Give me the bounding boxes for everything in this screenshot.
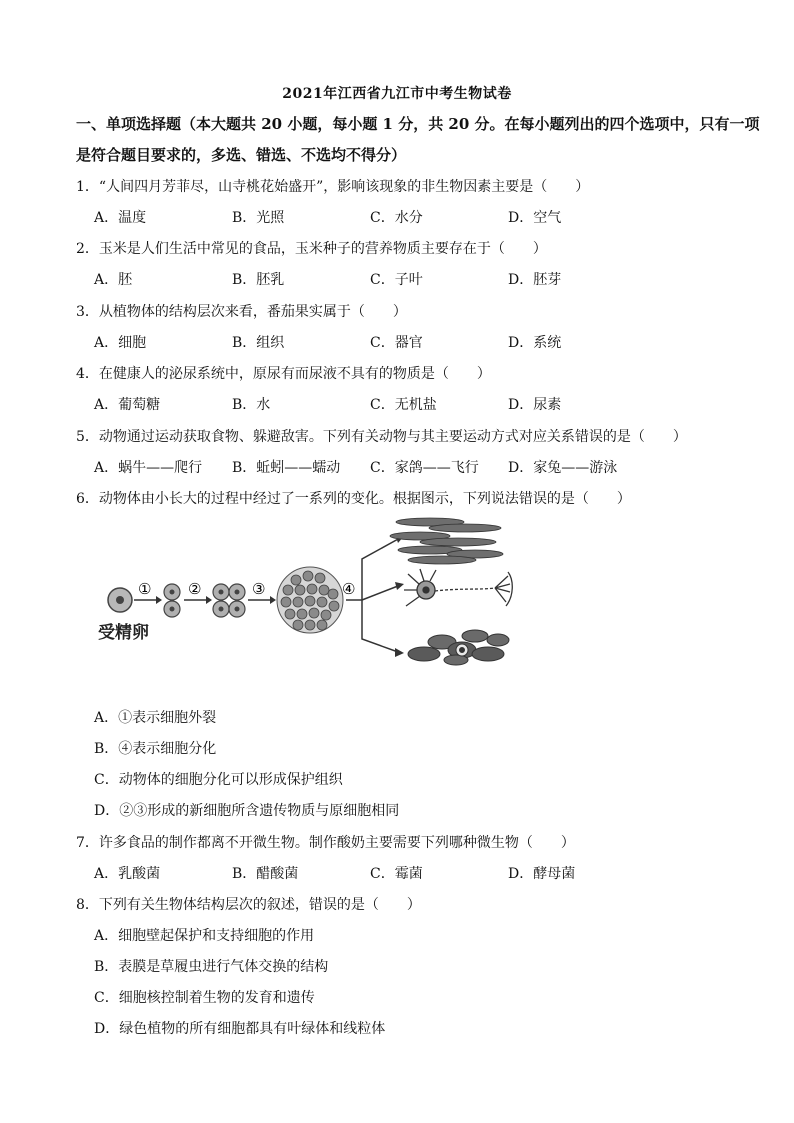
fertilized-egg-label: 受精卵 [98,623,149,643]
option-d: D．系统 [508,335,562,351]
option-b: B．蚯蚓——蠕动 [232,460,341,476]
question-5-options [94,457,654,477]
option-c: C．子叶 [370,272,423,288]
question-8-option-b: B．表膜是草履虫进行气体交换的结构 [94,959,329,975]
option-a: A．蜗牛——爬行 [94,460,203,476]
option-a: A．温度 [94,210,147,226]
branch-arrows [362,538,400,652]
option-d: D．家兔——游泳 [508,460,618,476]
question-3-options [94,332,654,352]
option-b: B．胚乳 [232,272,285,288]
page-title: 2021年江西省九江市中考生物试卷 [282,86,512,102]
step-4-label: ④ [342,580,356,598]
option-b: B．水 [232,397,271,413]
section-heading: 一、单项选择题（本大题共 20 小题，每小题 1 分，共 20 分。在每小题列出的四个选项中，只有一项是符合题目要求的，多选、错选、不选均不得分） [76,115,760,164]
option-a: A．细胞 [94,335,147,351]
question-7-options [94,863,654,883]
muscle-tissue-icon [390,518,503,564]
option-b: B．组织 [232,335,285,351]
question-8: 8．下列有关生物体结构层次的叙述，错误的是（ ） [76,897,421,913]
question-8-option-c: C．细胞核控制着生物的发育和遗传 [94,990,315,1006]
option-c: C．水分 [370,210,423,226]
question-6-option-c: C．动物体的细胞分化可以形成保护组织 [94,772,343,788]
option-d: D．尿素 [508,397,562,413]
option-a: A．胚 [94,272,133,288]
question-2-options [94,269,654,289]
option-d: D．胚芽 [508,272,562,288]
step-2-label: ② [188,580,202,598]
option-d: D．空气 [508,210,562,226]
step-1-label: ① [138,580,152,598]
question-6-option-d: D．②③形成的新细胞所含遗传物质与原细胞相同 [94,803,400,819]
neuron-icon [404,569,512,606]
question-6-option-b: B．④表示细胞分化 [94,741,217,757]
fertilized-egg-icon [108,588,132,612]
option-c: C．家鸽——飞行 [370,460,479,476]
option-b: B．醋酸菌 [232,866,299,882]
option-b: B．光照 [232,210,285,226]
question-6: 6．动物体由小长大的过程中经过了一系列的变化。根据图示，下列说法错误的是（ ） [76,491,631,507]
question-7: 7．许多食品的制作都离不开微生物。制作酸奶主要需要下列哪种微生物（ ） [76,835,575,851]
cell-development-figure [90,514,520,674]
question-8-option-a: A．细胞壁起保护和支持细胞的作用 [94,928,315,944]
cell-cluster-icon [277,567,343,633]
question-1-options [94,207,654,227]
four-cell-icon [213,584,245,617]
question-2: 2．玉米是人们生活中常见的食品，玉米种子的营养物质主要存在于（ ） [76,241,547,257]
question-5: 5．动物通过运动获取食物、躲避敌害。下列有关动物与其主要运动方式对应关系错误的是（ ） [76,429,687,445]
two-cell-icon [164,584,180,617]
option-d: D．酵母菌 [508,866,576,882]
option-c: C．无机盐 [370,397,437,413]
question-3: 3．从植物体的结构层次来看，番茄果实属于（ ） [76,304,407,320]
blood-cells-icon [408,630,509,665]
question-1: 1．“人间四月芳菲尽，山寺桃花始盛开”，影响该现象的非生物因素主要是（ ） [76,179,590,195]
question-4: 4．在健康人的泌尿系统中，原尿有而尿液不具有的物质是（ ） [76,366,491,382]
step-3-label: ③ [252,580,266,598]
option-c: C．器官 [370,335,423,351]
question-6-option-a: A．①表示细胞外裂 [94,710,217,726]
option-a: A．葡萄糖 [94,397,161,413]
question-8-option-d: D．绿色植物的所有细胞都具有叶绿体和线粒体 [94,1021,386,1037]
option-a: A．乳酸菌 [94,866,161,882]
question-4-options [94,394,654,414]
option-c: C．霉菌 [370,866,423,882]
